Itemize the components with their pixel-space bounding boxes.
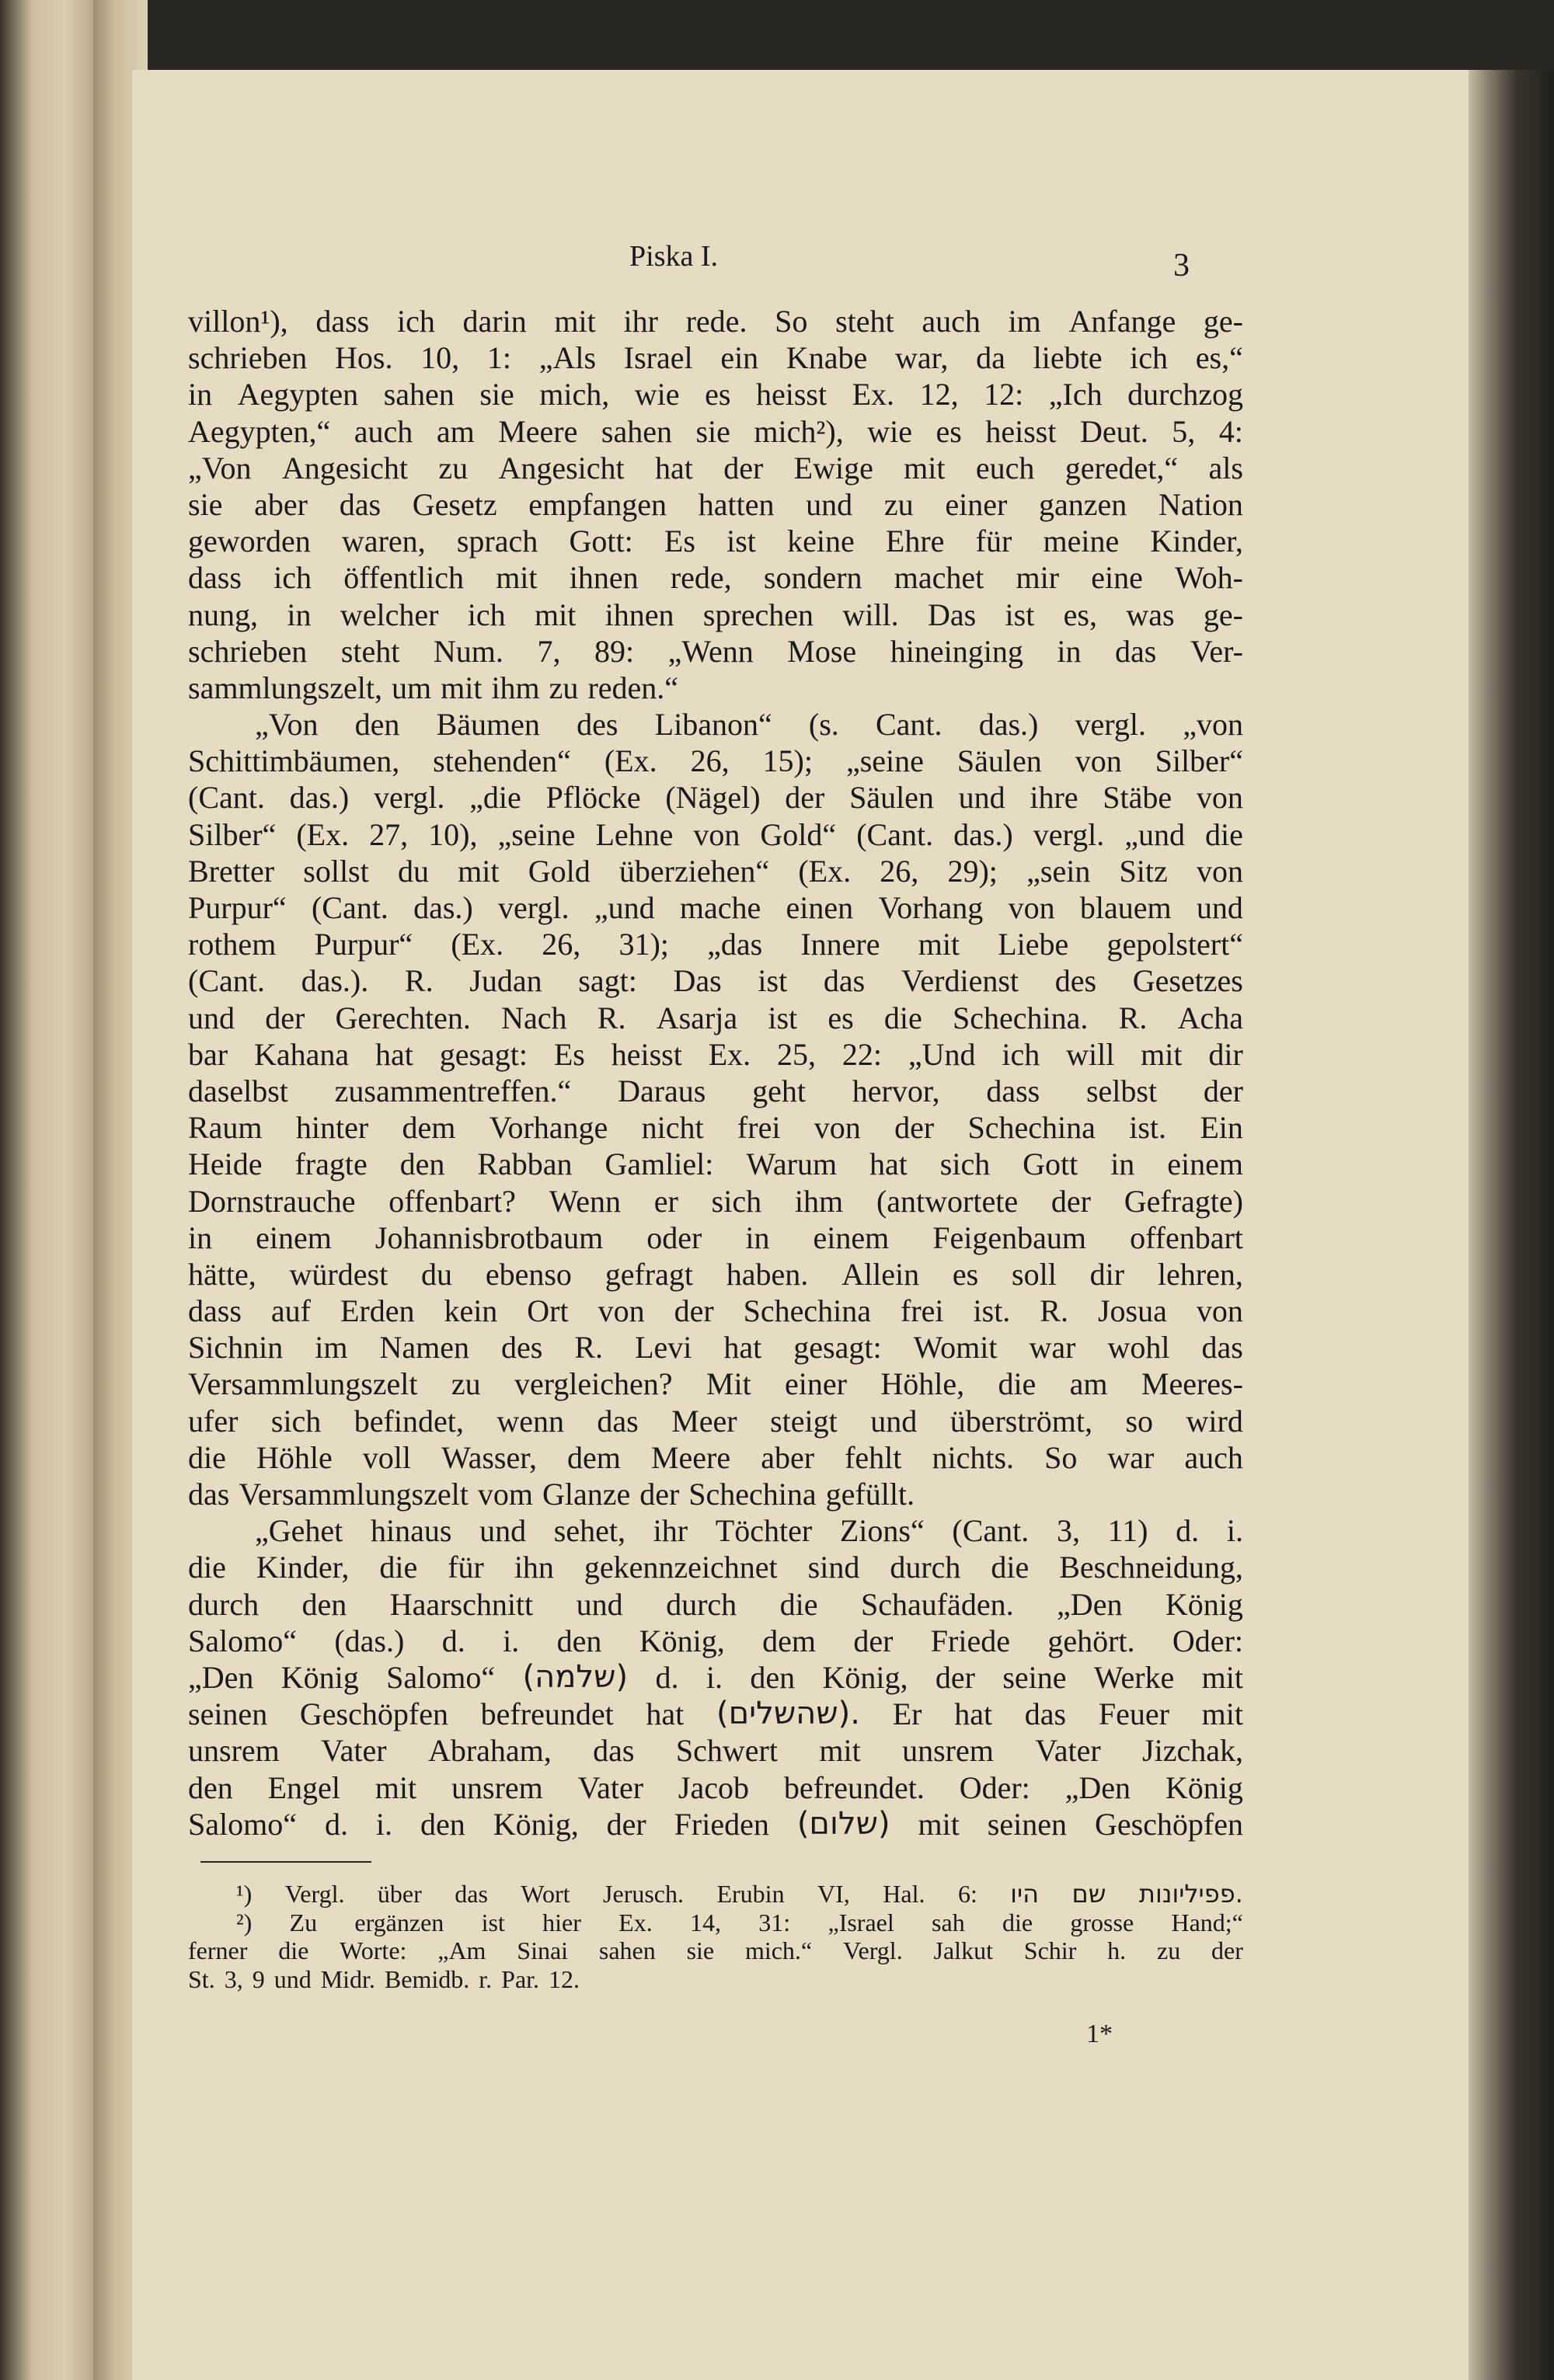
text-line: Aegypten,“ auch am Meere sahen sie mich²), wie es heisst Deut. 5, 4: <box>188 413 1243 449</box>
text-line: Raum hinter dem Vorhange nicht frei von der Schechina ist. Ein <box>188 1110 1243 1146</box>
text-line: Sichnin im Namen des R. Levi hat gesagt: Womit war wohl das <box>188 1330 1243 1366</box>
text-line: schrieben steht Num. 7, 89: „Wenn Mose hineinging in das Ver- <box>188 633 1243 669</box>
text-line: dass auf Erden kein Ort von der Schechina frei ist. R. Josua von <box>188 1293 1243 1329</box>
footnote-line: ¹) Vergl. über das Wort Jerusch. Erubin VI, Hal. 6: היו שם פפיליונות. <box>236 1879 1243 1909</box>
body-text <box>188 303 1243 1842</box>
footnote-divider <box>200 1861 371 1863</box>
text-line: rothem Purpur“ (Ex. 26, 31); „das Innere mit Liebe gepolstert“ <box>188 927 1243 962</box>
text-line: die Höhle voll Wasser, dem Meere aber fehlt nichts. So war auch <box>188 1439 1243 1475</box>
page-number: 3 <box>1173 248 1190 284</box>
text-line: Dornstrauche offenbart? Wenn er sich ihm (antwortete der Gefragte) <box>188 1183 1243 1219</box>
text-line: geworden waren, sprach Gott: Es ist keine Ehre für meine Kinder, <box>188 524 1243 559</box>
text-line: Schittimbäumen, stehenden“ (Ex. 26, 15); „seine Säulen von Silber“ <box>188 743 1243 779</box>
text-line: und der Gerechten. Nach R. Asarja ist es die Schechina. R. Acha <box>188 1000 1243 1035</box>
text-line: sammlungszelt, um mit ihm zu reden.“ <box>188 670 679 705</box>
book-cover-edge <box>1459 70 1554 2380</box>
text-line: unsrem Vater Abraham, das Schwert mit unsrem Vater Jizchak, <box>188 1733 1243 1769</box>
left-page-edge <box>0 0 93 2380</box>
text-line: das Versammlungszelt vom Glanze der Schechina gefüllt. <box>188 1477 915 1512</box>
text-line: Bretter sollst du mit Gold überziehen“ (Ex. 26, 29); „sein Sitz von <box>188 853 1243 889</box>
text-line: Heide fragte den Rabban Gamliel: Warum hat sich Gott in einem <box>188 1147 1243 1182</box>
text-line: sie aber das Gesetz empfangen hatten und zu einer ganzen Nation <box>188 486 1243 522</box>
text-line: (Cant. das.) vergl. „die Pflöcke (Nägel) der Säulen und ihre Stäbe von <box>188 780 1243 816</box>
page-header <box>132 233 1469 284</box>
text-line: in einem Johannisbrotbaum oder in einem Feigenbaum offenbart <box>188 1220 1243 1255</box>
text-line: Salomo“ (das.) d. i. den König, dem der Friede gehört. Oder: <box>188 1623 1243 1658</box>
book-page <box>132 70 1469 2380</box>
text-line: Versammlungszelt zu vergleichen? Mit einer Höhle, die am Meeres- <box>188 1366 1243 1402</box>
text-line: durch den Haarschnitt und durch die Schaufäden. „Den König <box>188 1586 1243 1622</box>
footnote-line: ²) Zu ergänzen ist hier Ex. 14, 31: „Israel sah die grosse Hand;“ <box>236 1908 1243 1936</box>
text-line: „Von Angesicht zu Angesicht hat der Ewige mit euch geredet,“ als <box>188 450 1243 485</box>
text-line: Salomo“ d. i. den König, der Frieden (שלום) mit seinen Geschöpfen <box>188 1805 1243 1842</box>
footnote-line: ferner die Worte: „Am Sinai sahen sie mich.“ Vergl. Jalkut Schir h. zu der <box>188 1936 1243 1965</box>
text-line: „Den König Salomo“ (שלמה) d. i. den König, der seine Werke mit <box>188 1658 1243 1695</box>
text-line: den Engel mit unsrem Vater Jacob befreundet. Oder: „Den König <box>188 1769 1243 1805</box>
text-line: Silber“ (Ex. 27, 10), „seine Lehne von Gold“ (Cant. das.) vergl. „und die <box>188 816 1243 852</box>
text-line: schrieben Hos. 10, 1: „Als Israel ein Knabe war, da liebte ich es,“ <box>188 340 1243 376</box>
text-line: daselbst zusammentreffen.“ Daraus geht hervor, dass selbst der <box>188 1073 1243 1108</box>
text-line: ufer sich befindet, wenn das Meer steigt und überströmt, so wird <box>188 1403 1243 1439</box>
text-line: dass ich öffentlich mit ihnen rede, sondern machet mir eine Woh- <box>188 560 1243 596</box>
footnote-line: St. 3, 9 und Midr. Bemidb. r. Par. 12. <box>188 1964 580 1993</box>
text-line: bar Kahana hat gesagt: Es heisst Ex. 25, 22: „Und ich will mit dir <box>188 1036 1243 1072</box>
text-line: „Gehet hinaus und sehet, ihr Töchter Zions“ (Cant. 3, 11) d. i. <box>255 1513 1243 1549</box>
signature-mark: 1* <box>1086 2020 1113 2048</box>
text-line: hätte, würdest du ebenso gefragt haben. Allein es soll dir lehren, <box>188 1256 1243 1292</box>
text-line: seinen Geschöpfen befreundet hat (שהשלים). Er hat das Feuer mit <box>188 1696 1243 1732</box>
footnotes <box>188 1880 1243 1993</box>
text-line: „Von den Bäumen des Libanon“ (s. Cant. das.) vergl. „von <box>255 707 1243 743</box>
text-line: die Kinder, die für ihn gekennzeichnet sind durch die Beschneidung, <box>188 1550 1243 1585</box>
text-line: in Aegypten sahen sie mich, wie es heisst Ex. 12, 12: „Ich durchzog <box>188 377 1243 412</box>
text-line: Purpur“ (Cant. das.) vergl. „und mache einen Vorhang von blauem und <box>188 890 1243 925</box>
text-line: (Cant. das.). R. Judan sagt: Das ist das Verdienst des Gesetzes <box>188 963 1243 999</box>
text-line: villon¹), dass ich darin mit ihr rede. So steht auch im Anfange ge- <box>188 304 1243 339</box>
text-line: nung, in welcher ich mit ihnen sprechen will. Das ist es, was ge- <box>188 597 1243 632</box>
running-title: Piska I. <box>629 240 718 273</box>
